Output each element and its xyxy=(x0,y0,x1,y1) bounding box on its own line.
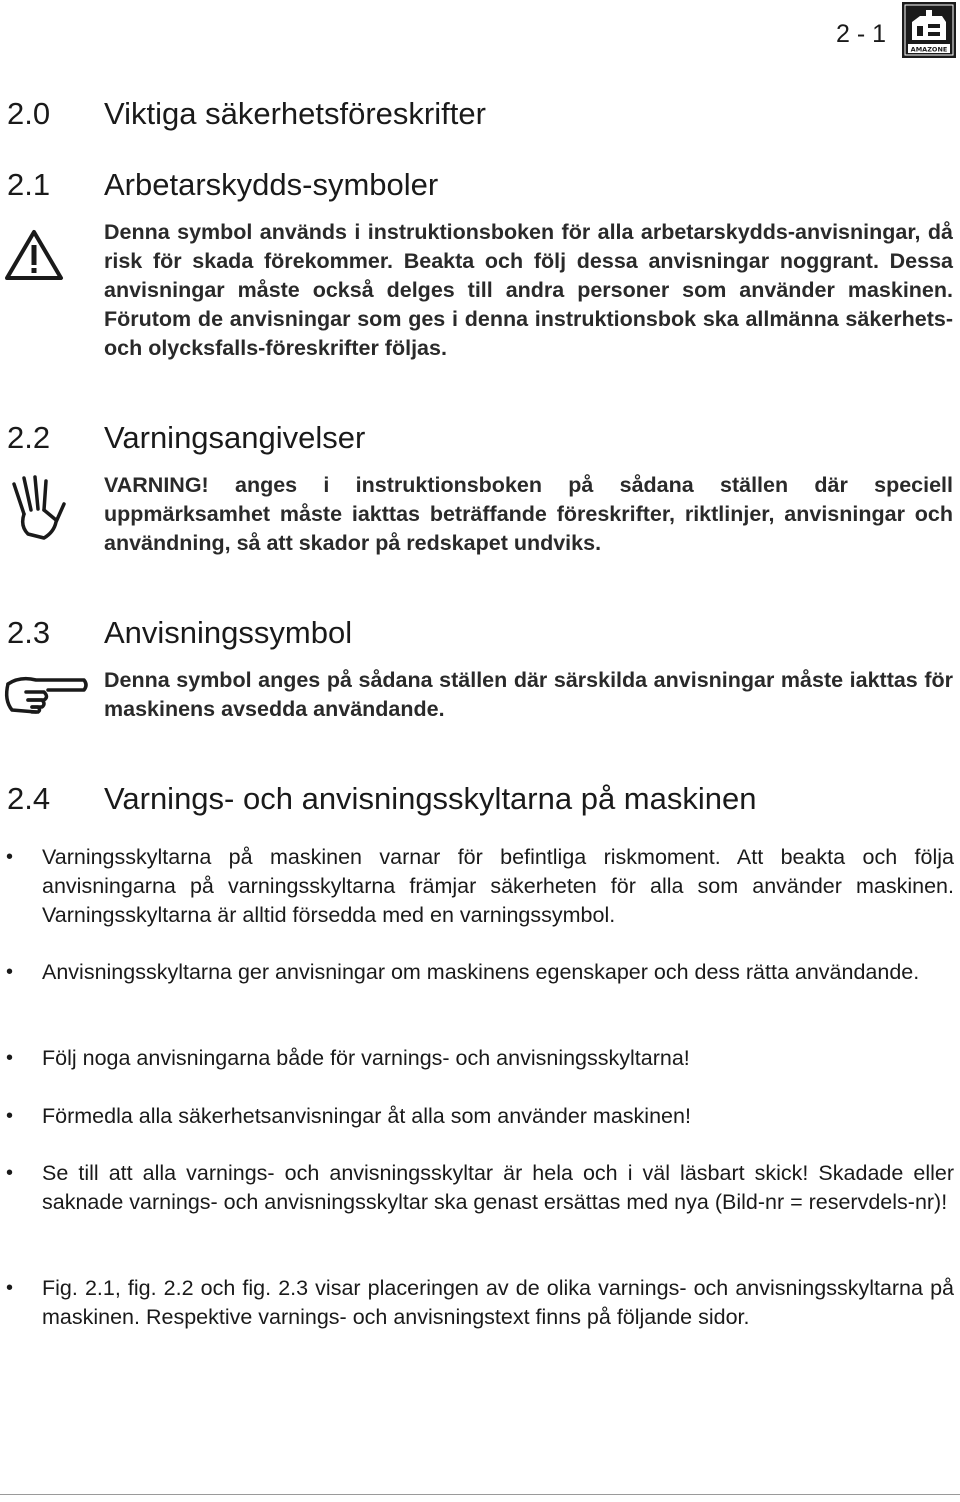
warning-triangle-icon xyxy=(4,228,64,282)
svg-text:AMAZONE: AMAZONE xyxy=(910,45,948,54)
pointing-hand-icon xyxy=(2,670,88,716)
section-2-1-text: Denna symbol används i instruktionsboken för alla arbetarskydds-anvisningar, då risk för skada förekommer. Beakta och följ dessa anvisningar noggrant. Dessa anvisningar måste också delges till andra personer som använder maskinen. Förutom de anvisningar som ges i denna instruktionsbok ska allmänna säkerhets- och olycksfalls-föreskrifter följas. xyxy=(104,220,953,360)
section-2-2-text: VARNING! anges i instruktionsboken på sådana ställen där speciell uppmärksamhet måste iakttas beträffande föreskrifter, riktlinjer, anvisningar och användning, så att skador på redskapet undviks. xyxy=(104,473,953,555)
footer-divider xyxy=(0,1494,960,1495)
raised-hand-icon xyxy=(4,472,68,542)
page-number: 2 - 1 xyxy=(836,20,887,48)
amazone-logo xyxy=(902,2,956,58)
section-2-3-text: Denna symbol anges på sådana ställen där särskilda anvisningar måste iakttas för maskinens avsedda användande. xyxy=(104,668,953,721)
